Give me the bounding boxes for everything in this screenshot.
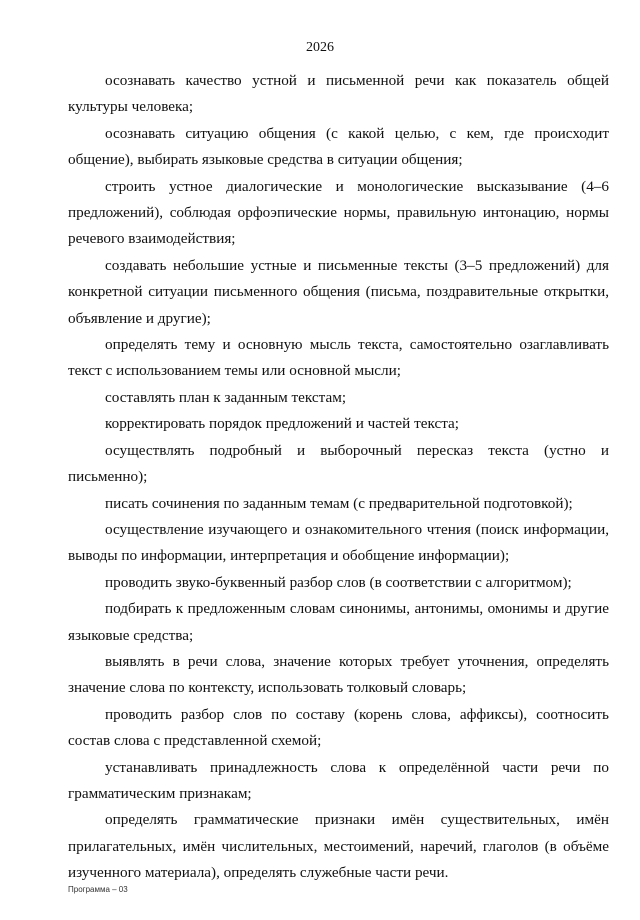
paragraph: проводить звуко-буквенный разбор слов (в соответствии с алгоритмом); bbox=[105, 573, 572, 591]
paragraph: писать сочинения по заданным темам (с предварительной подготовкой); bbox=[105, 494, 573, 512]
paragraph: определять грамматические признаки имён существительных, имён прилагательных, имён числительных, местоимений, наречий, глаголов (в объёме изученного материала), определять служебные части речи. bbox=[68, 811, 609, 882]
paragraph: корректировать порядок предложений и частей текста; bbox=[105, 415, 459, 433]
paragraph: составлять план к заданным текстам; bbox=[105, 388, 347, 406]
paragraph: осознавать ситуацию общения (с какой целью, с кем, где происходит общение), выбирать языковые средства в ситуации общения; bbox=[68, 124, 609, 169]
paragraph: осуществление изучающего и ознакомительного чтения (поиск информации, выводы по информации, интерпретация и обобщение информации); bbox=[68, 520, 609, 565]
paragraph: выявлять в речи слова, значение которых требует уточнения, определять значение слова по контексту, использовать толковый словарь; bbox=[68, 652, 609, 697]
paragraph: строить устное диалогические и монологические высказывание (4–6 предложений), соблюдая орфоэпические нормы, правильную интонацию, нормы речевого взаимодействия; bbox=[68, 177, 609, 248]
paragraph: проводить разбор слов по составу (корень слова, аффиксы), соотносить состав слова с представленной схемой; bbox=[68, 705, 609, 750]
paragraph: устанавливать принадлежность слова к определённой части речи по грамматическим признакам; bbox=[68, 758, 609, 802]
page-footer: Программа – 03 bbox=[68, 885, 128, 894]
paragraph: подбирать к предложенным словам синонимы, антонимы, омонимы и другие языковые средства; bbox=[68, 600, 609, 644]
paragraph: создавать небольшие устные и письменные тексты (3–5 предложений) для конкретной ситуации письменного общения (письма, поздравительные открытки, объявление и другие); bbox=[68, 256, 609, 327]
page-number: 2026 bbox=[306, 40, 334, 55]
document-body bbox=[68, 68, 609, 887]
paragraph: осуществлять подробный и выборочный пересказ текста (устно и письменно); bbox=[68, 441, 609, 486]
paragraph: определять тему и основную мысль текста, самостоятельно озаглавливать текст с использованием темы или основной мысли; bbox=[68, 336, 609, 380]
paragraph: осознавать качество устной и письменной речи как показатель общей культуры человека; bbox=[68, 72, 609, 116]
